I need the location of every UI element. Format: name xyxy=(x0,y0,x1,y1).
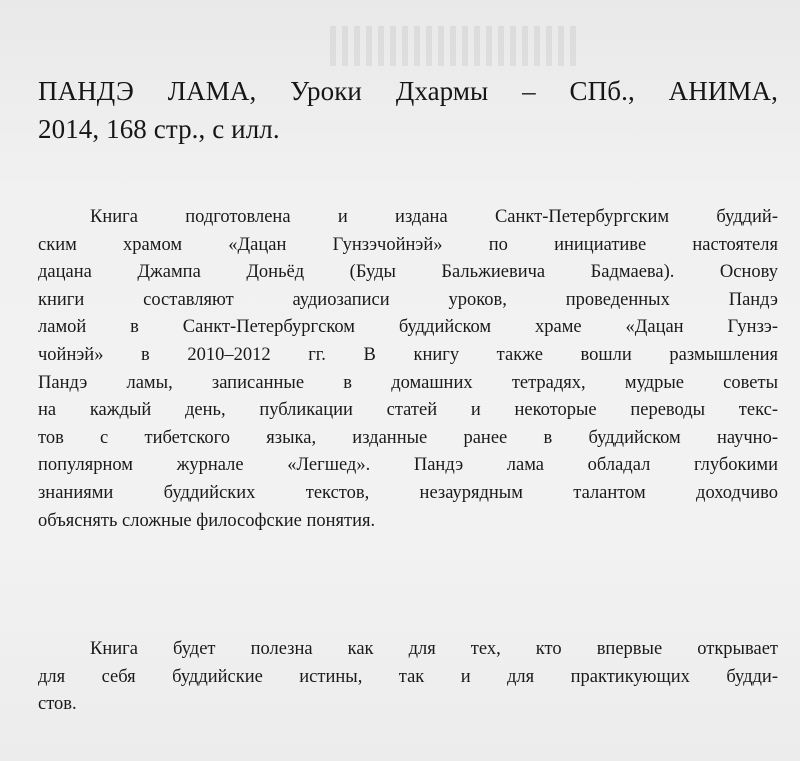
description-paragraph xyxy=(38,204,778,535)
paragraph-line: книги составляют аудиозаписи уроков, проведенных Пандэ xyxy=(38,289,778,310)
paragraph-line: знаниями буддийских текстов, незаурядным талантом доходчиво xyxy=(38,482,778,503)
heading-line-1: ПАНДЭ ЛАМА, Уроки Дхармы – СПб., АНИМА, xyxy=(38,76,778,106)
paragraph-line: объяснять сложные философские понятия. xyxy=(38,510,376,531)
paragraph-line: популярном журнале «Легшед». Пандэ лама обладал глубокими xyxy=(38,455,778,476)
paragraph-line: на каждый день, публикации статей и некоторые переводы текс- xyxy=(38,400,778,421)
recommendation-paragraph xyxy=(38,636,778,719)
paragraph-line: дацана Джампа Доньёд (Буды Бальжиевича Бадмаева). Основу xyxy=(38,262,778,283)
paragraph-line: Книга будет полезна как для тех, кто впервые открывает xyxy=(90,639,778,659)
paragraph-line: Пандэ ламы, записанные в домашних тетрадях, мудрые советы xyxy=(38,372,778,393)
heading-line-2: 2014, 168 стр., с илл. xyxy=(38,114,280,144)
paragraph-line: чойнэй» в 2010–2012 гг. В книгу также вошли размышления xyxy=(38,344,778,365)
paragraph-line: ским храмом «Дацан Гунзэчойнэй» по инициативе настоятеля xyxy=(38,234,778,255)
paragraph-line: тов с тибетского языка, изданные ранее в буддийском научно- xyxy=(38,427,778,448)
paragraph-line: Книга подготовлена и издана Санкт-Петербургским буддий- xyxy=(90,207,778,227)
book-citation-heading xyxy=(38,72,778,148)
paragraph-line: стов. xyxy=(38,694,77,715)
bleed-through-text xyxy=(330,26,580,66)
paragraph-line: ламой в Санкт-Петербургском буддийском храме «Дацан Гунзэ- xyxy=(38,317,778,338)
paragraph-line: для себя буддийские истины, так и для практикующих будди- xyxy=(38,666,778,687)
